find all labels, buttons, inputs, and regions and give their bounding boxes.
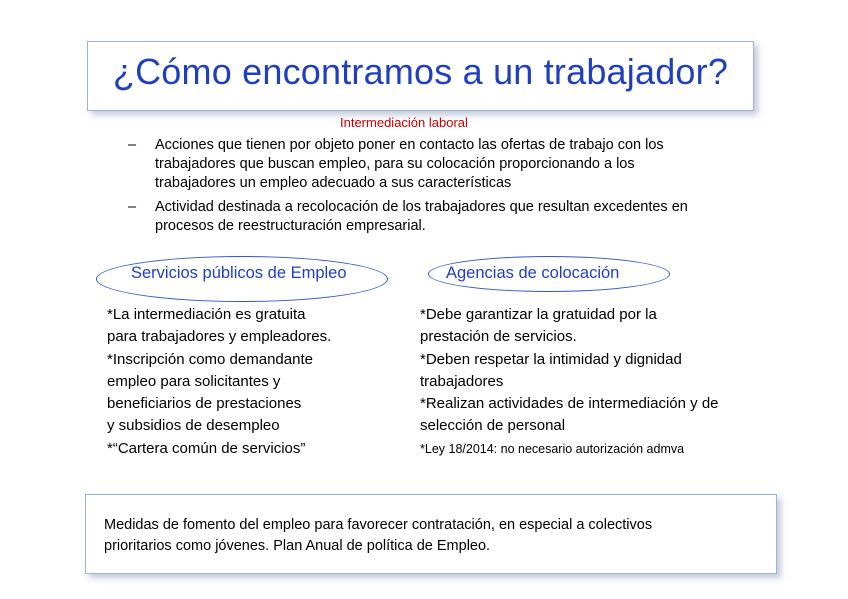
bullet-line: Actividad destinada a recolocación de los trabajadores que resultan excedentes en	[155, 199, 688, 215]
column-line: para trabajadores y empleadores.	[107, 328, 332, 346]
footer-line: Medidas de fomento del empleo para favorecer contratación, en especial a colectivos	[104, 517, 653, 533]
column-line: *Inscripción como demandante	[107, 350, 313, 368]
bullet-text	[155, 136, 775, 193]
column-line: empleo para solicitantes y	[107, 372, 281, 390]
slide-subtitle: Intermediación laboral	[340, 115, 468, 130]
bullet-dash: –	[128, 137, 137, 153]
title-box	[87, 41, 754, 111]
column-line: *Debe garantizar la gratuidad por la	[420, 306, 657, 323]
heading-agencias-colocacion: Agencias de colocación	[446, 264, 620, 282]
bullet-line: Acciones que tienen por objeto poner en contacto las ofertas de trabajo con los	[155, 137, 664, 153]
column-note: *Ley 18/2014: no necesario autorización admva	[420, 441, 685, 456]
slide-title: ¿Cómo encontramos a un trabajador?	[112, 51, 729, 92]
bullet-line: trabajadores que buscan empleo, para su colocación proporcionando a los	[155, 156, 635, 172]
footer-line: prioritarios como jóvenes. Plan Anual de política de Empleo.	[104, 538, 491, 554]
column-servicios	[107, 304, 331, 460]
footer-box	[85, 494, 777, 574]
column-line: *Realizan actividades de intermediación y de	[420, 395, 719, 413]
column-line: selección de personal	[420, 417, 566, 435]
bullet-line: trabajadores un empleo adecuado a sus características	[155, 175, 512, 191]
footer-text	[104, 515, 764, 557]
column-line: beneficiarios de prestaciones	[107, 395, 302, 413]
heading-servicios-publicos: Servicios públicos de Empleo	[131, 264, 347, 282]
column-agencias	[420, 304, 719, 460]
bullet-text	[155, 198, 775, 236]
column-line: *La intermediación es gratuita	[107, 306, 306, 323]
column-line: trabajadores	[420, 372, 504, 390]
column-line: prestación de servicios.	[420, 328, 577, 346]
bullet-dash: –	[128, 199, 137, 215]
column-line: y subsidios de desempleo	[107, 417, 280, 435]
column-line: *Deben respetar la intimidad y dignidad	[420, 350, 682, 368]
bullet-line: procesos de reestructuración empresarial.	[155, 218, 426, 234]
column-line: *“Cartera común de servicios”	[107, 439, 306, 457]
